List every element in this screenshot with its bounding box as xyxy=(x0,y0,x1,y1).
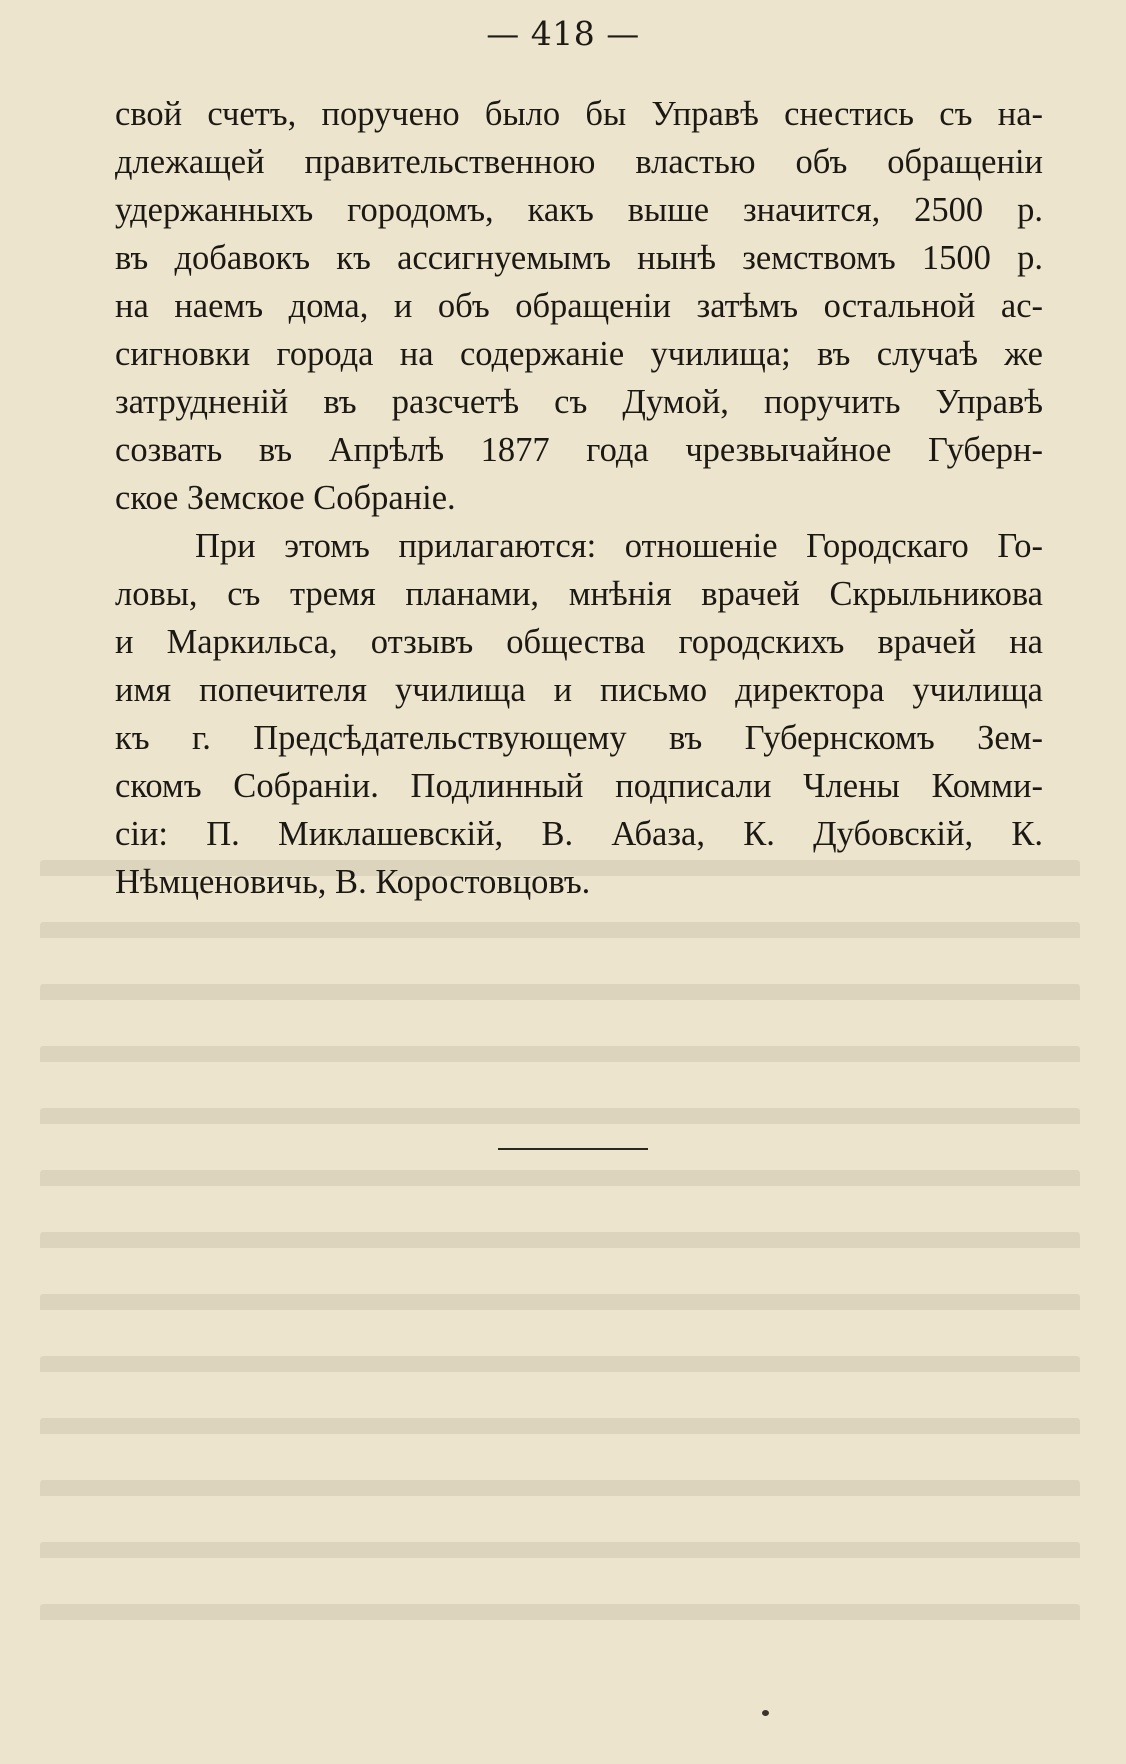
page-number: — 418 — xyxy=(486,14,640,53)
ink-spot xyxy=(762,1710,769,1716)
bleed-line xyxy=(40,1356,1080,1418)
bleed-line xyxy=(40,1604,1080,1666)
text-line: При этомъ прилагаются: отношеніе Городскаго Го- xyxy=(195,527,1043,565)
text-line: къ г. Предсѣдательствующему въ Губернскомъ Зем- xyxy=(115,719,1043,757)
text-line: свой счетъ, поручено было бы Управѣ снестись съ на- xyxy=(115,95,1043,133)
bleed-line xyxy=(40,984,1080,1046)
text-line: затрудненій въ разсчетѣ съ Думой, поручить Управѣ xyxy=(115,383,1043,421)
text-line: Нѣмценовичь, В. Коростовцовъ. xyxy=(115,863,591,901)
text-line: на наемъ дома, и объ обращеніи затѣмъ остальной ас- xyxy=(115,287,1043,325)
text-line: созвать въ Апрѣлѣ 1877 года чрезвычайное Губерн- xyxy=(115,431,1043,469)
text-line: имя попечителя училища и письмо директора училища xyxy=(115,671,1043,709)
body-text xyxy=(115,90,1043,906)
text-line: сіи: П. Миклашевскій, В. Абаза, К. Дубовскій, К. xyxy=(115,815,1043,853)
text-line: скомъ Собраніи. Подлинный подписали Члены Комми- xyxy=(115,767,1043,805)
text-line: и Маркильса, отзывъ общества городскихъ врачей на xyxy=(115,623,1043,661)
bleed-underline xyxy=(498,1148,648,1150)
bleed-line xyxy=(40,1418,1080,1480)
text-line: длежащей правительственною властью объ обращеніи xyxy=(115,143,1043,181)
bleed-line xyxy=(40,1170,1080,1232)
text-line: сигновки города на содержаніе училища; въ случаѣ же xyxy=(115,335,1043,373)
text-line: удержанныхъ городомъ, какъ выше значится, 2500 р. xyxy=(115,191,1043,229)
bleed-through-text xyxy=(40,860,1080,1460)
bleed-line xyxy=(40,1232,1080,1294)
text-line: ское Земское Собраніе. xyxy=(115,479,456,517)
bleed-line xyxy=(40,1294,1080,1356)
bleed-line xyxy=(40,1542,1080,1604)
text-line: въ добавокъ къ ассигнуемымъ нынѣ земствомъ 1500 р. xyxy=(115,239,1043,277)
bleed-line xyxy=(40,1046,1080,1108)
bleed-line xyxy=(40,922,1080,984)
text-line: ловы, съ тремя планами, мнѣнія врачей Скрыльникова xyxy=(115,575,1043,613)
bleed-line xyxy=(40,1108,1080,1170)
bleed-line xyxy=(40,1480,1080,1542)
